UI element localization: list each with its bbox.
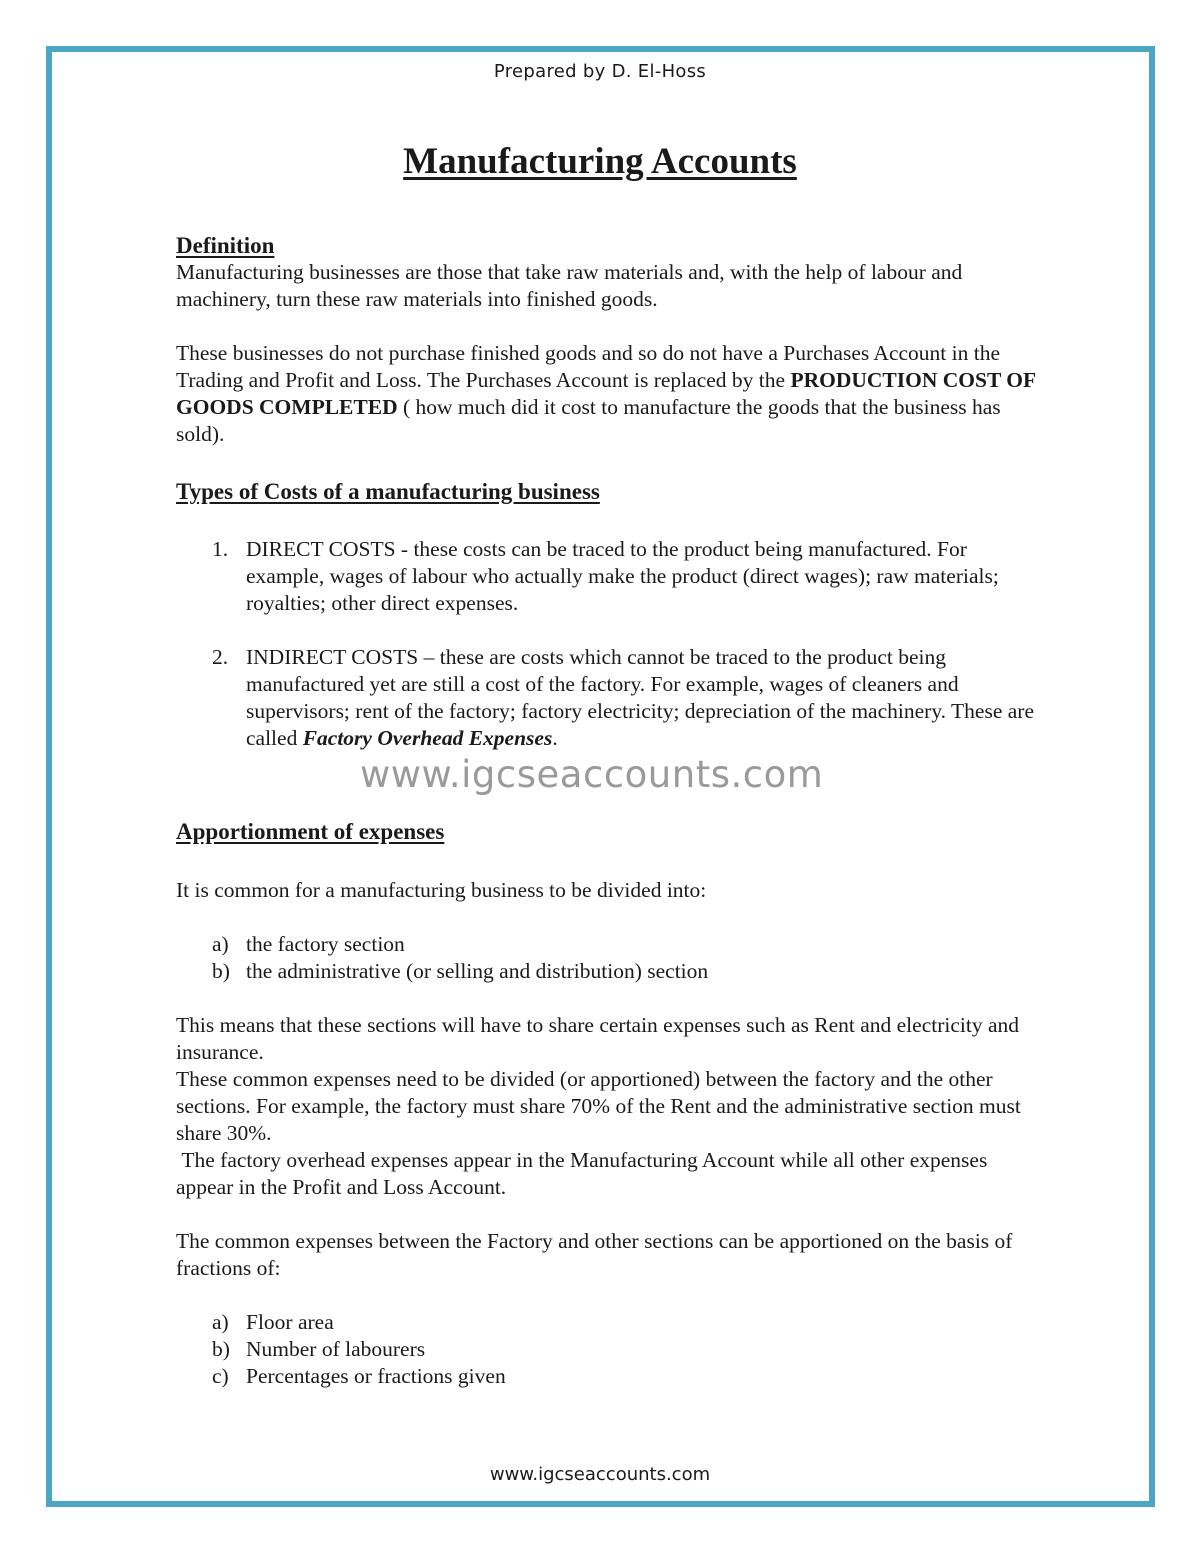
list-item: a) Floor area — [212, 1310, 334, 1334]
production-cost-term: PRODUCTION COST OF GOODS COMPLETED — [176, 368, 1036, 419]
types-heading: Types of Costs of a manufacturing business — [176, 479, 600, 504]
apportionment-intro: It is common for a manufacturing business to be divided into: — [176, 878, 707, 902]
sharing-paragraph: This means that these sections will have to share certain expenses such as Rent and electricity and insurance. — [176, 1013, 1020, 1064]
list-item: b) Number of labourers — [212, 1337, 426, 1361]
definition-paragraph: Manufacturing businesses are those that take raw materials and, with the help of labour and machinery, turn these raw materials into finished goods. — [176, 260, 963, 311]
list-item: c) Percentages or fractions given — [212, 1364, 506, 1388]
bases-list — [176, 1309, 1036, 1390]
apportion-paragraph: These common expenses need to be divided (or apportioned) between the factory and the other sections. For example, the factory must share 70% of the Rent and the administrative section must share 30%. — [176, 1067, 1021, 1145]
watermark-text: www.igcseaccounts.com — [360, 753, 824, 796]
purchases-paragraph: These businesses do not purchase finished goods and so do not have a Purchases Account in the Trading and Profit and Loss. The Purchases Account is replaced by the PRODUCTION COST OF GOODS COMPLETED ( how much did it cost to manufacture the goods that the business has sold). — [176, 341, 1036, 446]
page-header: Prepared by D. El-Hoss — [493, 61, 707, 82]
cost-types-list — [176, 536, 1036, 752]
overhead-paragraph: The factory overhead expenses appear in the Manufacturing Account while all other expenses appear in the Profit and Loss Account. — [176, 1148, 993, 1199]
definition-heading: Definition — [176, 233, 275, 258]
factory-overhead-term: Factory Overhead Expenses — [302, 726, 553, 750]
page-title: Manufacturing Accounts — [403, 141, 797, 182]
apportionment-heading: Apportionment of expenses — [176, 819, 445, 844]
list-item: a) the factory section — [212, 932, 405, 956]
list-item: 1. DIRECT COSTS - these costs can be traced to the product being manufactured. For example, wages of labour who actually make the product (direct wages); raw materials; royalties; other direct expenses. — [212, 537, 999, 615]
sections-list — [176, 931, 1036, 985]
list-item: b) the administrative (or selling and distribution) section — [212, 959, 709, 983]
page-footer: www.igcseaccounts.com — [489, 1464, 711, 1485]
document-body — [176, 232, 1036, 1390]
list-item: 2. INDIRECT COSTS – these are costs which cannot be traced to the product being manufactured yet are still a cost of the factory. For example, wages of cleaners and supervisors; rent of the factory; factory electricity; depreciation of the machinery. These are called Factory Overhead Expenses. — [212, 645, 1034, 750]
bases-intro: The common expenses between the Factory and other sections can be apportioned on the basis of fractions of: — [176, 1229, 1013, 1280]
